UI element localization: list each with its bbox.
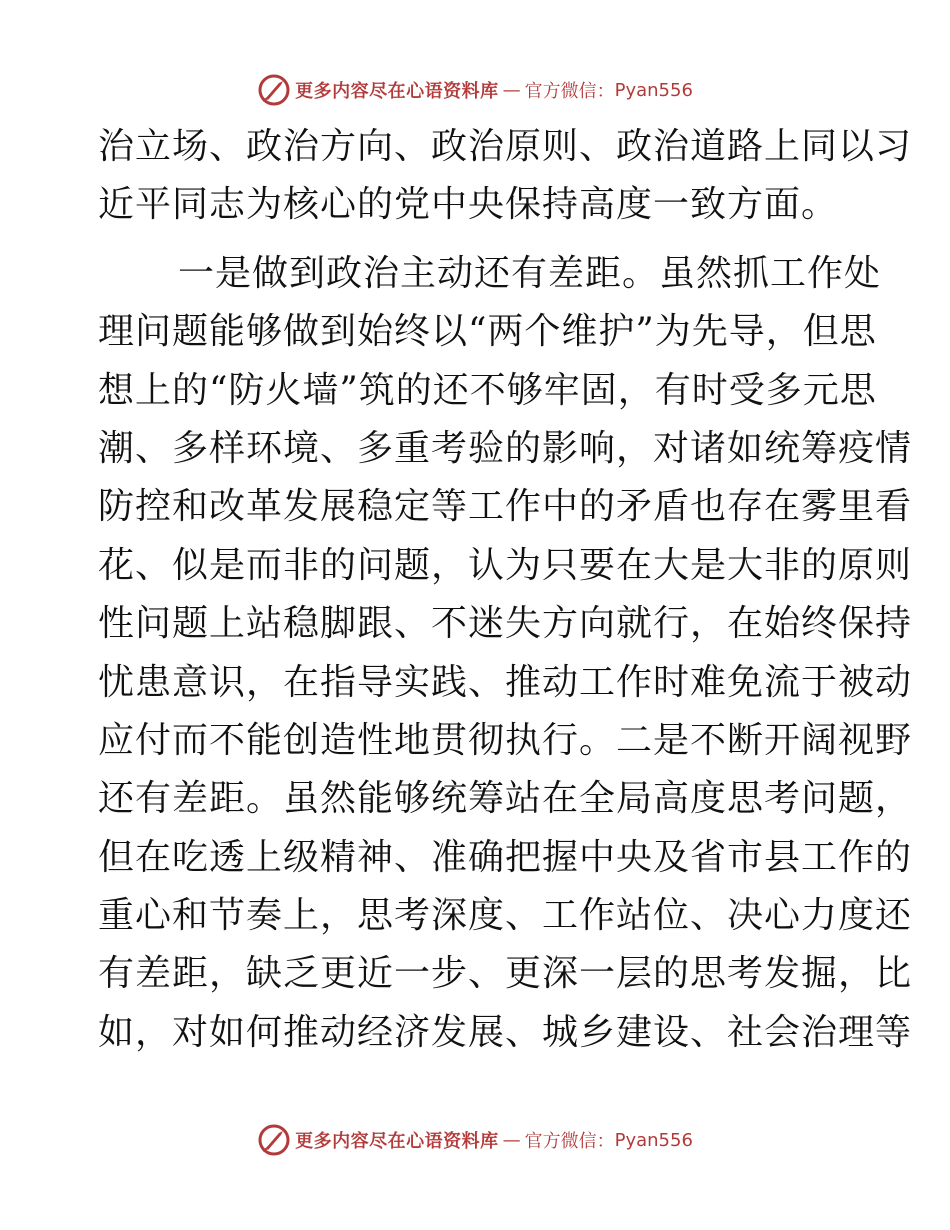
watermark-site-text: 更多内容尽在心语资料库 [295,1131,499,1152]
text-line: 忧患意识，在指导实践、推动工作时难免流于被动 [98,661,913,703]
text-line: 理问题能够做到始终以“两个维护”为先导，但思 [98,311,877,353]
watermark-separator: — [502,79,521,101]
quill-pen-circle-icon [257,1123,291,1157]
text-line: 潮、多样环境、多重考验的影响，对诸如统筹疫情 [98,427,913,469]
watermark-wechat-label: 官方微信： [524,81,615,102]
text-line: 一是做到政治主动还有差距。虽然抓工作处 [178,252,882,294]
watermark-site-text: 更多内容尽在心语资料库 [295,81,499,102]
footer-watermark [0,1120,950,1160]
paragraph [98,245,913,1062]
text-line: 有差距，缺乏更近一步、更深一层的思考发掘，比 [98,953,913,995]
text-line: 花、似是而非的问题，认为只要在大是大非的原则 [98,544,913,586]
text-line: 但在吃透上级精神、准确把握中央及省市县工作的 [98,836,913,878]
text-line: 还有差距。虽然能够统筹站在全局高度思考问题， [98,778,913,820]
text-line: 如，对如何推动经济发展、城乡建设、社会治理等 [98,1011,913,1053]
text-line: 近平同志为核心的党中央保持高度一致方面。 [98,184,839,226]
text-line: 重心和节奏上，思考深度、工作站位、决心力度还 [98,895,913,937]
paragraph [98,118,913,235]
text-line: 防控和改革发展稳定等工作中的矛盾也存在雾里看 [98,486,913,528]
text-line: 应付而不能创造性地贯彻执行。二是不断开阔视野 [98,719,913,761]
text-line: 想上的“防火墙”筑的还不够牢固，有时受多元思 [98,369,877,411]
watermark-wechat-id: Pyan556 [614,1129,693,1151]
header-watermark [0,70,950,110]
document-body [98,118,913,1062]
text-line: 性问题上站稳脚跟、不迷失方向就行，在始终保持 [98,603,913,645]
watermark-separator: — [502,1129,521,1151]
quill-pen-circle-icon [257,73,291,107]
watermark-wechat-label: 官方微信： [524,1131,615,1152]
watermark-wechat-id: Pyan556 [614,79,693,101]
text-line: 治立场、政治方向、政治原则、政治道路上同以习 [98,126,913,167]
